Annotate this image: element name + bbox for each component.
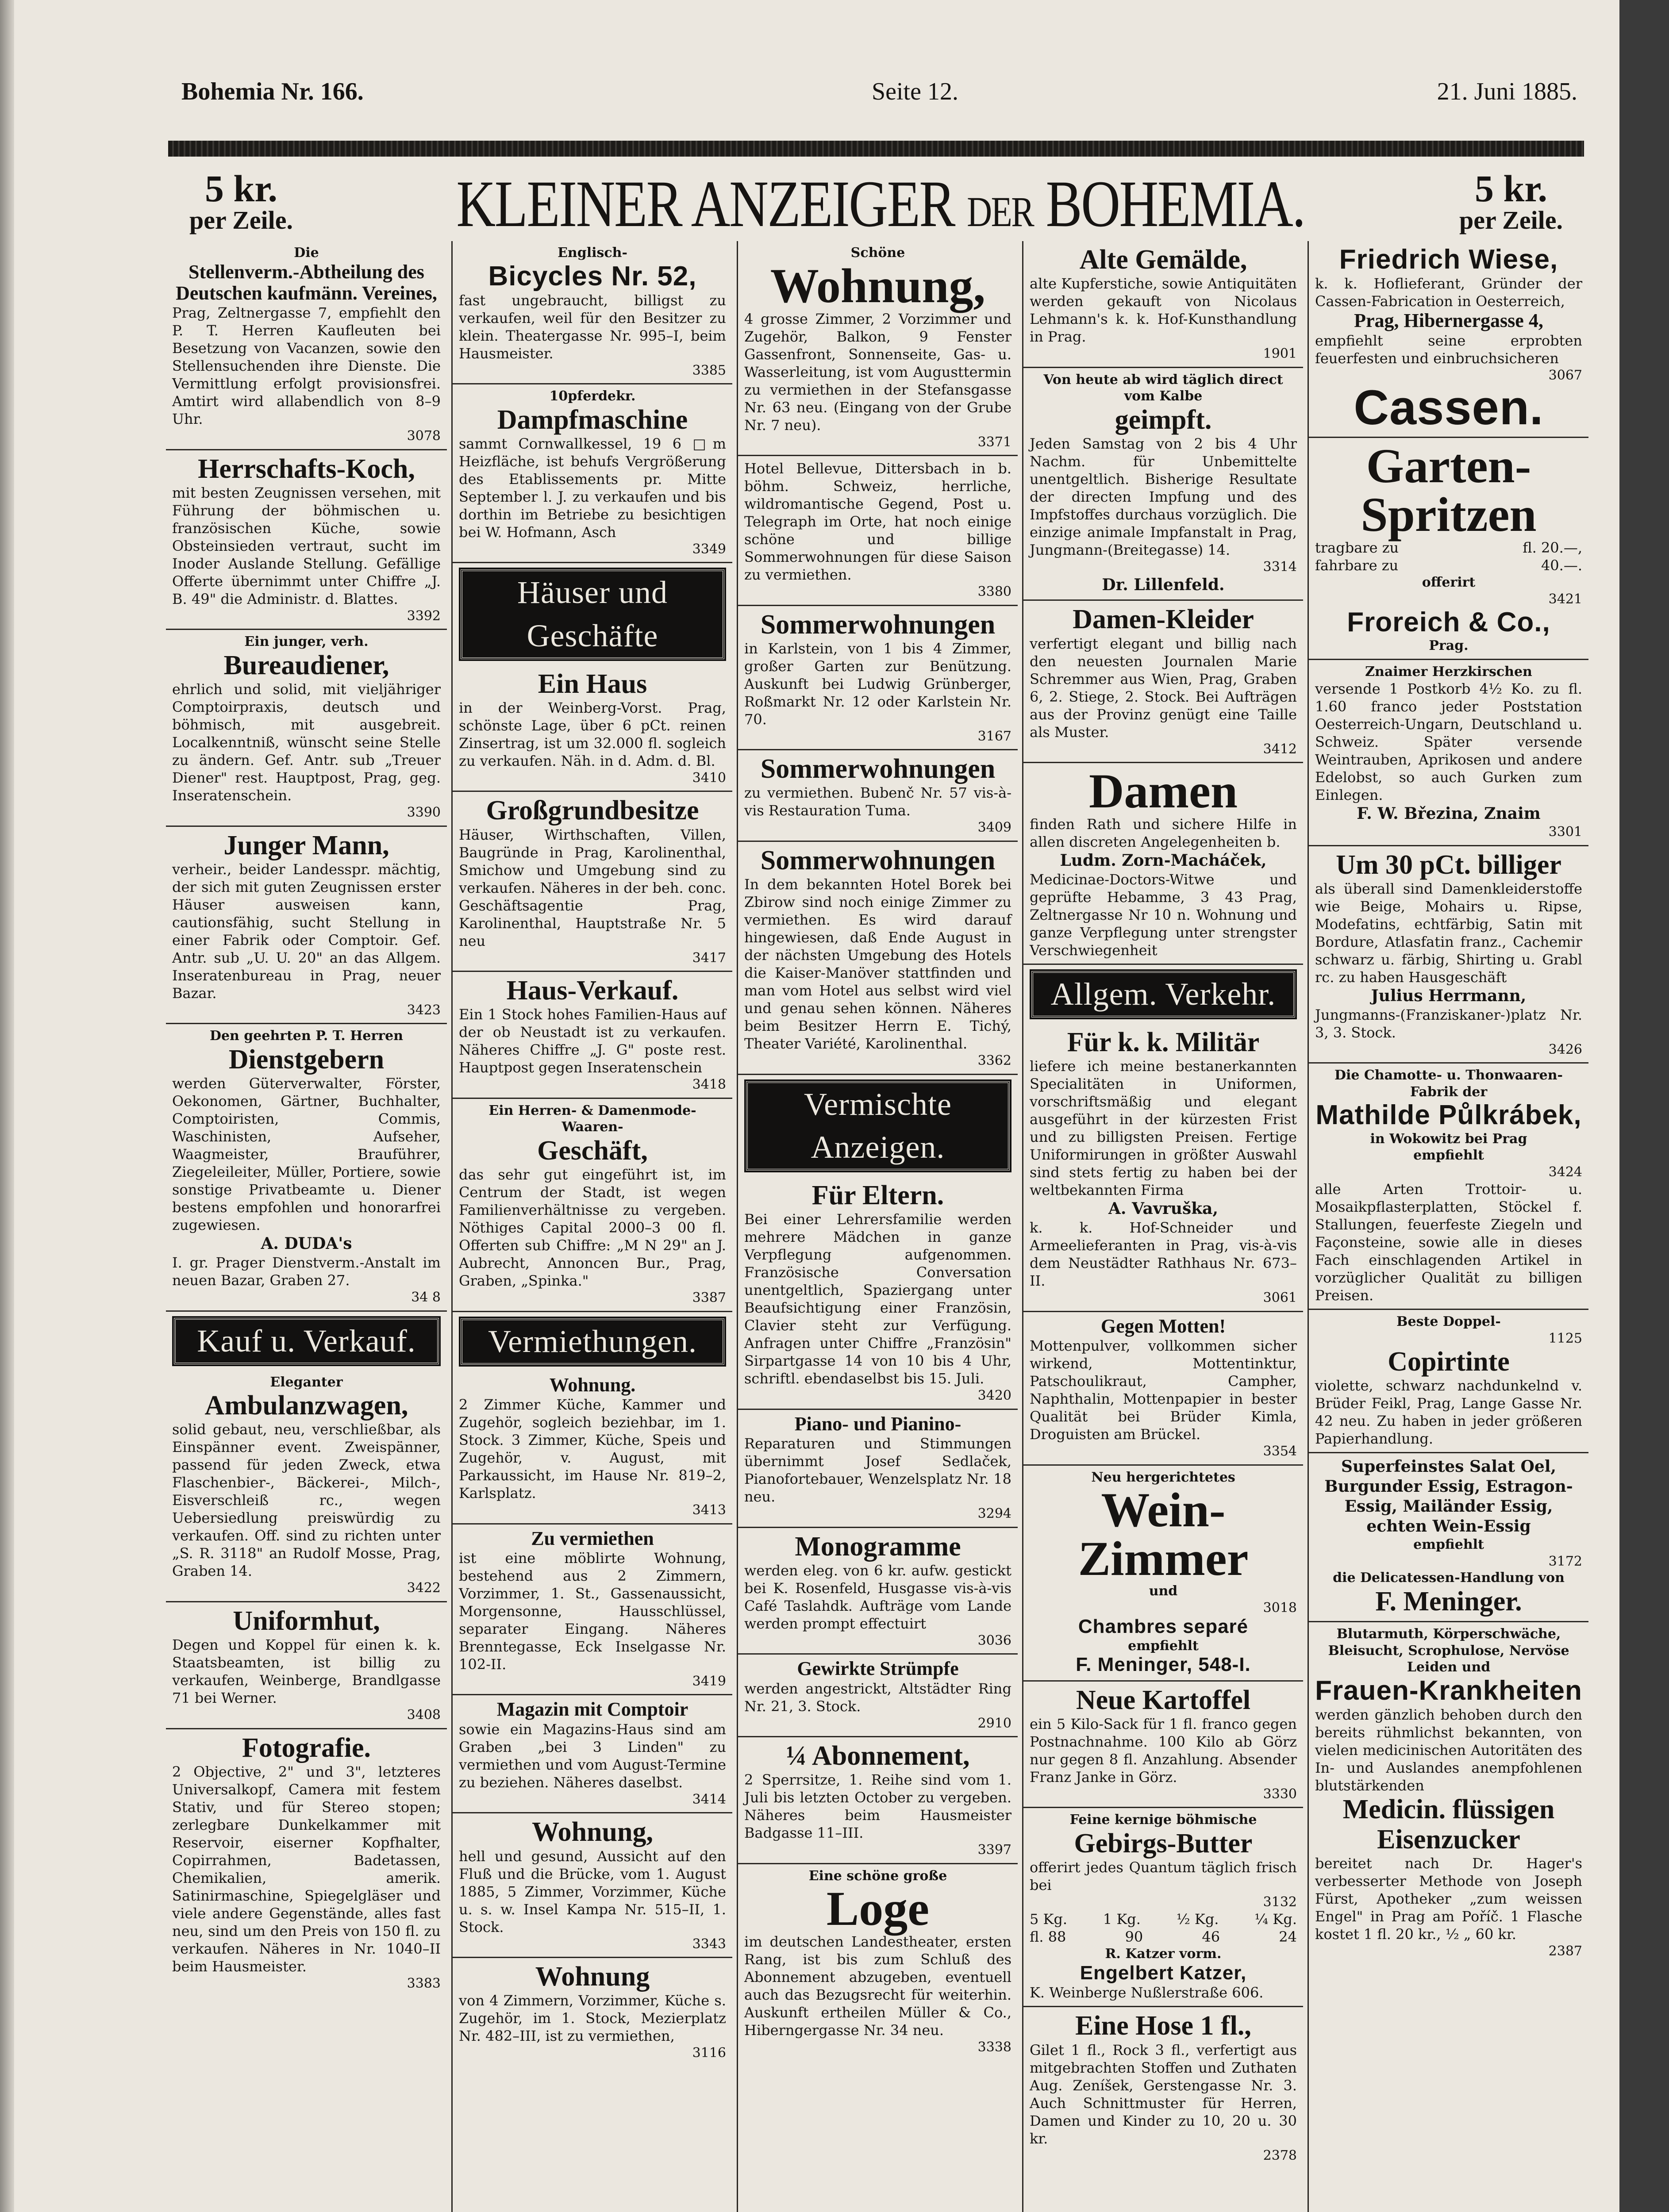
ad-sub: R. Katzer vorm. <box>1105 1946 1222 1962</box>
ad-kicker: Von heute ab wird täglich direct vom Kalbe <box>1043 372 1283 404</box>
masthead-banner <box>168 161 1584 239</box>
ad-headline: Stellenverm.-Abtheilung des Deutschen kaufmänn. Vereines, <box>176 261 437 304</box>
ad-body: Hotel Bellevue, Dittersbach in b. böhm. Schweiz, herrliche, wildromantische Gegend, Post u. Telegraph im Orte, hat noch einige schöne und billige Sommerwohnungen für diese Saison zu vermiethen. <box>744 460 1011 583</box>
ad-headline: Magazin mit Comptoir <box>496 1698 688 1720</box>
ad-kicker: Schöne <box>850 245 905 261</box>
ad-signer: A. DUDA's <box>261 1234 352 1253</box>
price-value: 24 <box>1279 1928 1297 1946</box>
ad-number: 3294 <box>977 1506 1011 1522</box>
ad-sub: empfiehlt <box>1413 1537 1484 1553</box>
ad-sommerwohnungen-bubenc <box>738 750 1018 842</box>
ad-grossgrundbesitze <box>453 792 732 972</box>
ad-30-pct-billiger <box>1309 846 1588 1064</box>
ad-number: 3418 <box>692 1077 726 1093</box>
ad-abonnement <box>738 1737 1018 1864</box>
ad-junger-mann <box>166 827 447 1025</box>
ad-schoene-wohnung <box>738 241 1018 456</box>
ad-body: Bei einer Lehrersfamilie werden mehrere Mädchen in ganze Verpflegung aufgenommen. Französische Conversation unentgeltlich, Spaziergang unter Beaufsichtigung einer Französin, Clavier steht zur Verfügung. Anfragen unter Chiffre „Französin" Sirpartgasse 14 von 10 bis 4 Uhr, schriftl. ebendaselbst bis 15. Juli. <box>744 1211 1011 1387</box>
ad-number: 3408 <box>407 1707 441 1723</box>
ad-body: Superfeinstes Salat Oel, Burgunder Essig, Estragon-Essig, Mailänder Essig, echten Wein-Essig <box>1324 1457 1573 1536</box>
price-unit: ¼ Kg. <box>1254 1911 1297 1928</box>
ad-footer: I. gr. Prager Dienstverm.-Anstalt im neuen Bazar, Graben 27. <box>172 1254 441 1289</box>
ad-ein-haus <box>453 665 732 792</box>
price-label: tragbare zu <box>1315 539 1399 557</box>
ad-number: 2378 <box>1263 2147 1297 2163</box>
ad-sub: in Wokowitz bei Prag <box>1370 1131 1527 1147</box>
ad-headline: Neue Kartoffel <box>1076 1685 1251 1715</box>
ad-bureaudiener <box>166 630 447 826</box>
ad-number: 3392 <box>407 608 441 624</box>
ad-headline: Herrschafts-Koch, <box>198 453 415 484</box>
ad-sub-2: empfiehlt <box>1413 1148 1484 1164</box>
ad-number: 3424 <box>1548 1164 1582 1180</box>
ad-body: werden eleg. von 6 kr. aufw. gestickt bei K. Rosenfeld, Husgasse vis-à-vis Café Taslahdk. Aufträge vom Lande werden prompt effectuirt <box>744 1562 1011 1632</box>
masthead-title <box>425 166 1336 242</box>
ad-number: 3397 <box>977 1842 1011 1858</box>
ad-fuer-eltern <box>738 1177 1018 1410</box>
ad-body: offerirt jedes Quantum täglich frisch bei <box>1030 1859 1297 1893</box>
ad-number: 3390 <box>407 805 441 821</box>
section-heading-kauf-verkauf: Kauf u. Verkauf. <box>174 1318 439 1364</box>
ad-headline: Ambulanzwagen, <box>204 1390 408 1421</box>
issue-date: 21. Juni 1885. <box>1437 78 1577 105</box>
ad-kicker: Eine schöne große <box>808 1868 947 1884</box>
ad-number: 3417 <box>692 950 726 966</box>
price-right <box>1438 169 1584 233</box>
ad-body: alle Arten Trottoir- u. Mosaikpflasterplatten, Stöckel f. Stallungen, feuerfeste Ziegeln und Façonsteine, sowie alle in dieses Fach einschlagenden Artikel in vorzüglicher Qualität zu billigen Preisen. <box>1315 1181 1582 1304</box>
ad-number: 3421 <box>1548 591 1582 607</box>
ad-number: 34 8 <box>411 1290 441 1306</box>
price-unit: 5 Kg. <box>1030 1911 1068 1928</box>
ad-wohnung-mezierplatz <box>453 1958 732 2066</box>
ad-neue-kartoffel <box>1023 1682 1303 1809</box>
ad-headline: geimpft. <box>1115 404 1212 435</box>
ad-body: verheir., beider Landesspr. mächtig, der sich mit guten Zeugnissen erster Häuser ausweisen kann, cautionsfähig, sucht Stellung in einer Fabrik oder Comptoir. Gef. Antr. sub „U. U. 20" an das Allgem. Inseratenbureau in Prag, neuer Bazar. <box>172 860 441 1002</box>
ad-kicker: Znaimer Herzkirschen <box>1365 664 1532 680</box>
ad-wohnung-karlsplatz <box>453 1371 732 1525</box>
ad-body: werden gänzlich behoben durch den bereits rühmlichst bekannten, von vielen medicinischen Autoritäten des In- und Auslandes anempfohlenen blutstärkenden <box>1315 1706 1582 1794</box>
price-units-row <box>1030 1910 1297 1928</box>
price-right-amount: 5 kr. <box>1474 167 1548 210</box>
ad-kicker: Den geehrten P. T. Herren <box>209 1028 404 1044</box>
ad-name: Engelbert Katzer, <box>1080 1962 1247 1984</box>
ad-number: 3422 <box>407 1580 441 1596</box>
ad-number: 3383 <box>407 1975 441 1991</box>
ad-body: violette, schwarz nachdunkelnd v. Brüder Feikl, Prag, Lange Gasse Nr. 42 neu. Zu haben in jeder größeren Papierhandlung. <box>1315 1377 1582 1448</box>
ad-body: liefere ich meine bestanerkannten Specialitäten in Uniformen, vorschriftsmäßig und elegant ausgeführt in der kürzesten Frist und zu billigsten Preisen. Fertige Uniformirungen in größter Auswahl sind stets fertig zu haben bei der weltbekannten Firma <box>1030 1058 1297 1199</box>
ad-body: Prag, Zeltnergasse 7, empfiehlt den P. T. Herren Kaufleuten bei Besetzung von Vacanzen, sowie den Stellensuchenden ihre Dienste. Die Vermittlung erfolgt provisionsfrei. Amtirt wird allabendlich von 8–9 Uhr. <box>172 304 441 428</box>
ad-body: k. k. Hoflieferant, Gründer der Cassen-Fabrication in Oesterreich, <box>1315 275 1582 310</box>
column-3 <box>737 241 1018 2212</box>
ad-ambulanzwagen <box>166 1371 447 1602</box>
ad-gegen-motten <box>1023 1312 1303 1466</box>
ad-footer: Jungmanns-(Franziskaner-)platz Nr. 3, 3. Stock. <box>1315 1006 1582 1041</box>
ad-number: 3371 <box>977 434 1011 450</box>
ad-body: 2 Sperrsitze, 1. Reihe sind vom 1. Juli bis letzten October zu vergeben. Näheres beim Hausmeister Badgasse 11–III. <box>744 1771 1011 1842</box>
ad-sub: offerirt <box>1422 575 1476 591</box>
price-value: 40.—. <box>1541 557 1582 574</box>
ad-headline: Monogramme <box>795 1531 961 1562</box>
ad-mode-geschaeft <box>453 1099 732 1312</box>
ad-headline: Für Eltern. <box>811 1180 944 1210</box>
ad-number: 3018 <box>1263 1600 1297 1616</box>
ad-body: in der Weinberg-Vorst. Prag, schönste Lage, über 6 pCt. reinen Zinsertrag, ist um 32.000 fl. sogleich zu verkaufen. Näh. in d. Adm. d. Bl. <box>459 699 726 769</box>
ad-headline: Haus-Verkauf. <box>506 975 679 1006</box>
ad-number: 3078 <box>407 428 441 444</box>
ad-number: 3419 <box>692 1673 726 1689</box>
ad-address: Prag, Hibernergasse 4, <box>1354 310 1543 332</box>
ad-headline: Piano- und Pianino- <box>794 1413 961 1435</box>
ad-body: ein 5 Kilo-Sack für 1 fl. franco gegen Postnachnahme. 100 Kilo ab Görz nur gegen 8 fl. Anzahlung. Absender Franz Janke in Görz. <box>1030 1715 1297 1786</box>
ad-kicker: Englisch- <box>558 245 627 261</box>
ad-body: Ein 1 Stock hohes Familien-Haus auf der ob Neustadt ist zu verkaufen. Näheres Chiffre „J. G" poste rest. Hauptpost gegen Inseratenschein <box>459 1006 726 1076</box>
ad-number: 3387 <box>692 1290 726 1306</box>
ad-name: F. Meninger. <box>1375 1586 1522 1617</box>
ad-headline: Bureaudiener, <box>223 650 389 680</box>
ad-headline: Um 30 pCt. billiger <box>1336 849 1561 880</box>
ad-number: 3172 <box>1548 1553 1582 1569</box>
ad-number: 1125 <box>1548 1330 1582 1346</box>
ad-number: 2387 <box>1548 1943 1582 1959</box>
ad-impfung <box>1023 368 1303 601</box>
ad-hotel-bellevue <box>738 456 1018 606</box>
ad-body-2: bereitet nach Dr. Hager's verbesserter Methode von Joseph Fürst, Apotheker „zum weissen Engel" in Prag am Poříč. 1 Flasche kostet 1 fl. 20 kr., ½ „ 60 kr. <box>1315 1855 1582 1943</box>
ad-number: 3343 <box>692 1936 726 1952</box>
ad-headline: Alte Gemälde, <box>1079 245 1247 275</box>
ad-headline: Sommerwohnungen <box>760 754 996 784</box>
ad-headline: Eine Hose 1 fl., <box>1075 2011 1251 2041</box>
ad-headline: Wohnung. <box>549 1374 636 1396</box>
ad-garten-spritzen <box>1309 438 1588 660</box>
ad-body: Degen und Koppel für einen k. k. Staatsbeamten, ist billig zu verkaufen, Weinberge, Brandlgasse 71 bei Werner. <box>172 1636 441 1707</box>
ad-body: Jeden Samstag von 2 bis 4 Uhr Nachm. für Unbemittelte unentgeltlich. Bisherige Resultate der directen Impfung und des Impfstoffes durchaus vorzüglich. Die einzige animale Impfanstalt in Prag, Jungmann-(Breitegasse) 14. <box>1030 435 1297 558</box>
ad-footer: Prag. <box>1429 638 1469 654</box>
ad-footer: k. k. Hof-Schneider und Armeelieferanten in Prag, vis-à-vis dem Neustädter Rathhaus Nr. 673–II. <box>1030 1219 1297 1290</box>
ad-name: Froreich & Co., <box>1347 607 1550 638</box>
ad-headline: Sommerwohnungen <box>760 609 996 640</box>
ad-number: 3314 <box>1263 559 1297 575</box>
column-1 <box>166 241 447 2212</box>
ad-number: 3301 <box>1548 824 1582 840</box>
ad-number: 3036 <box>977 1632 1011 1648</box>
ad-number: 3116 <box>692 2045 726 2061</box>
price-unit: 1 Kg. <box>1103 1911 1141 1928</box>
ad-number: 3412 <box>1263 741 1297 757</box>
ad-headline: Friedrich Wiese, <box>1339 244 1558 275</box>
ad-body: versende 1 Postkorb 4½ Ko. zu fl. 1.60 franco jeder Poststation Oesterreich-Ungarn, Deutschland u. Schweiz. Später versende Weintrauben, Aprikosen und andere Edelobst, so auch Gurken zum Einlegen. <box>1315 680 1582 804</box>
ad-stellenvermittlung <box>166 241 447 450</box>
ad-headline: Garten- <box>1366 439 1531 493</box>
price-row-tragbare <box>1315 539 1582 557</box>
ad-headline: Fotografie. <box>242 1732 371 1763</box>
ad-number: 3362 <box>977 1053 1011 1069</box>
ad-headline-2: Spritzen <box>1361 488 1537 542</box>
ad-headline: Gewirkte Strümpfe <box>797 1658 959 1680</box>
masthead-title-der: DER <box>967 188 1034 235</box>
ad-kicker: Ein Herren- & Damenmode-Waaren- <box>488 1102 696 1135</box>
ad-name: Julius Herrmann, <box>1371 986 1527 1005</box>
ad-copirtinte <box>1309 1310 1588 1453</box>
ad-name: Ludm. Zorn-Macháček, <box>1060 851 1267 870</box>
ad-body: fast ungebraucht, billigst zu verkaufen, weil für den Besitzer zu klein. Theatergasse Nr. 995–I, beim Hausmeister. <box>459 292 726 362</box>
ad-gewirkte-struempfe <box>738 1655 1018 1737</box>
ad-headline: Wohnung <box>535 1962 650 1992</box>
ad-zu-vermiethen <box>453 1525 732 1696</box>
ad-haus-verkauf <box>453 972 732 1099</box>
page-header <box>181 77 1577 108</box>
ad-wein-zimmer <box>1023 1466 1303 1682</box>
ad-headline: Großgrundbesitze <box>486 795 699 826</box>
price-left-amount: 5 kr. <box>204 167 278 210</box>
section-heading-vermischte-anzeigen: Vermischte Anzeigen. <box>746 1081 1010 1171</box>
price-left-unit: per Zeile. <box>189 206 293 234</box>
ad-number: 2910 <box>977 1715 1011 1731</box>
issue-number: Bohemia Nr. 166. <box>181 78 364 105</box>
ad-body: ehrlich und solid, mit vieljähriger Comptoirpraxis, deutsch und böhmisch, mit ausgebreit. Localkenntniß, wünscht seine Stelle zu ändern. Gef. Antr. sub „Treuer Diener" rest. Hauptpost, Prag, geg. Inseratenschein. <box>172 681 441 804</box>
ad-chamotte-fabrik <box>1309 1064 1588 1310</box>
ad-number: 3426 <box>1548 1041 1582 1057</box>
ad-number: 3349 <box>692 541 726 557</box>
section-heading-allgem-verkehr: Allgem. Verkehr. <box>1031 971 1295 1018</box>
ad-footer: K. Weinberge Nußlerstraße 606. <box>1030 1984 1264 2001</box>
ad-damen-hebamme <box>1023 763 1303 965</box>
ad-wohnung-kampa <box>453 1813 732 1958</box>
price-value: 90 <box>1125 1928 1143 1946</box>
price-value: fl. 88 <box>1030 1928 1066 1946</box>
ad-headline: Frauen-Krankheiten <box>1315 1675 1582 1706</box>
ad-sommerwohnungen-borek <box>738 842 1018 1075</box>
ad-body: in Karlstein, von 1 bis 4 Zimmer, großer Garten zur Benützung. Auskunft bei Ludwig Grünberger, Roßmarkt Nr. 12 oder Karlstein Nr. 70. <box>744 640 1011 728</box>
ad-number: 3380 <box>977 584 1011 599</box>
masthead-title-b: BOHEMIA. <box>1046 167 1305 241</box>
ad-sommerwohnungen-karlstein <box>738 606 1018 751</box>
ad-militaer-uniformen <box>1023 1024 1303 1312</box>
ad-body: Häuser, Wirthschaften, Villen, Baugründe in Prag, Karolinenthal, Smichow und Umgebung sind zu verkaufen. Näheres in der beh. conc. Geschäftsagentie Prag, Karolinenthal, Hauptstraße Nr. 5 neu <box>459 826 726 949</box>
ad-number: 3067 <box>1548 367 1582 383</box>
ad-bicycles <box>453 241 732 384</box>
ad-gebirgs-butter <box>1023 1808 1303 2007</box>
ad-headline: Copirtinte <box>1388 1347 1510 1377</box>
ad-signer: Dr. Lillenfeld. <box>1102 576 1225 595</box>
ad-headline: Mathilde Půlkrábek, <box>1315 1100 1582 1131</box>
ad-znaimer-herzkirschen <box>1309 660 1588 846</box>
ad-headline: Damen <box>1088 764 1238 818</box>
ad-number: 3414 <box>692 1791 726 1807</box>
header-rule <box>168 141 1584 157</box>
ad-number: 3061 <box>1263 1290 1297 1306</box>
column-4 <box>1022 241 1303 2212</box>
ad-columns <box>166 241 1588 2212</box>
ad-headline: Gegen Motten! <box>1100 1315 1226 1337</box>
ad-big-word: Cassen. <box>1354 380 1544 435</box>
ad-number: 3385 <box>692 362 726 378</box>
ad-headline: Wohnung, <box>531 1817 653 1847</box>
price-value: 46 <box>1202 1928 1220 1946</box>
price-values-row <box>1030 1928 1297 1946</box>
ad-number: 3410 <box>692 770 726 786</box>
ad-headline: Wohnung, <box>770 258 986 313</box>
ad-number: 3338 <box>977 2039 1011 2055</box>
ad-body: werden Güterverwalter, Förster, Oekonomen, Gärtner, Buchhalter, Comptoiristen, Commis, Waschinisten, Aufseher, Waagmeister, Brauführer, Ziegeleileiter, Müller, Portiere, sowie sonstige Privatbeamte u. Diener bestens empfohlen und honorarfrei zugewiesen. <box>172 1075 441 1234</box>
ad-monogramme <box>738 1528 1018 1655</box>
ad-body: alte Kupferstiche, sowie Antiquitäten werden gekauft von Nicolaus Lehmann's k. k. Hof-Kunsthandlung in Prag. <box>1030 275 1297 346</box>
ad-headline: Loge <box>826 1882 930 1936</box>
ad-body: werden angestrickt, Altstädter Ring Nr. 21, 3. Stock. <box>744 1680 1011 1715</box>
ad-dienstgebern <box>166 1024 447 1311</box>
ad-number: 3413 <box>692 1502 726 1518</box>
ad-name: F. Meninger, 548-I. <box>1076 1654 1251 1676</box>
ad-headline: Dampfmaschine <box>497 404 688 435</box>
ad-conjunction: und <box>1149 1583 1178 1599</box>
ad-body: 2 Objective, 2" und 3", letzteres Universalkopf, Camera mit festem Stativ, und für Stereo stopen; zerlegbare Dunkelkammer mit Reservoir, eiserner Kopfhalter, Copirrahmen, Badetassen, Chemikalien, amerik. Satinirmaschine, Spiegelgläser und viele andere Gegenstände, alles fast neu, sind um den Preis von 150 fl. zu verkaufen. Näheres in Nr. 1040–II beim Hausmeister. <box>172 1763 441 1975</box>
ad-headline-2: Medicin. flüssigen Eisenzucker <box>1342 1794 1555 1855</box>
ad-headline: Zu vermiethen <box>531 1527 654 1549</box>
ad-eine-hose <box>1023 2007 1303 2168</box>
ad-body: verfertigt elegant und billig nach den neuesten Journalen Marie Schremmer aus Wien, Prag, Graben 6, 2. Stiege, 2. Stock. Bei Aufträgen aus der Provinz genügt eine Taille als Muster. <box>1030 635 1297 741</box>
ad-body: In dem bekannten Hotel Borek bei Zbirow sind noch einige Zimmer zu vermiethen. Es wird darauf hingewiesen, daß Ende August in der nächsten Umgebung des Hotels die Kaiser-Manöver stattfinden und man vom Hotel aus selbst wird viel und genau sehen können. Näheres beim Besitzer Herrn E. Tichý, Theater Variété, Karolinenthal. <box>744 876 1011 1052</box>
ad-alte-gemaelde <box>1023 241 1303 368</box>
ad-body: 2 Zimmer Küche, Kammer und Zugehör, sogleich beziehbar, im 1. Stock. 3 Zimmer, Küche, Speis und Zugehör, v. August, mit Parkaussicht, im Hause Nr. 819–2, Karlsplatz. <box>459 1396 726 1502</box>
ad-body: solid gebaut, neu, verschließbar, als Einspänner event. Zweispänner, passend für jeden Zweck, etwa Flaschenbier-, Bäckerei-, Milch-, Eisverschleiß rc., wegen Uebersiedlung preiswürdig zu verkaufen. Off. sind zu richten unter „S. R. 3118" an Rudolf Mosse, Prag, Graben 14. <box>172 1421 441 1580</box>
ad-headline: Dienstgebern <box>228 1044 385 1075</box>
ad-body: finden Rath und sichere Hilfe in allen discreten Angelegenheiten b. <box>1030 816 1297 851</box>
ad-headline: Ein Haus <box>538 668 647 699</box>
ad-kicker: Blutarmuth, Körperschwäche, Bleisucht, Scrophulose, Nervöse Leiden und <box>1328 1626 1569 1675</box>
ad-herrschafts-koch <box>166 450 447 630</box>
ad-kicker: 10pferdekr. <box>549 388 636 404</box>
price-unit: ½ Kg. <box>1176 1911 1219 1928</box>
ad-headline: Junger Mann, <box>223 830 389 860</box>
ad-piano-reparaturen <box>738 1410 1018 1528</box>
page-number: Seite 12. <box>872 78 958 105</box>
ad-body-2: empfiehlt seine erprobten feuerfesten und einbruchsicheren <box>1315 332 1582 367</box>
ad-headline: Damen-Kleider <box>1073 604 1254 635</box>
ad-headline: ¼ Abonnement, <box>786 1741 970 1771</box>
ad-headline: Für k. k. Militär <box>1067 1027 1260 1058</box>
ad-body: Reparaturen und Stimmungen übernimmt Josef Sedlaček, Pianofortebauer, Wenzelsplatz Nr. 18 neu. <box>744 1435 1011 1505</box>
ad-dampfmaschine <box>453 384 732 563</box>
ad-body: mit besten Zeugnissen versehen, mit Führung der böhmischen u. französischen Küche, sowie Obsteinsieden vertraut, sucht im Inoder Auslande Stellung. Gefällige Offerte übernimmt unter Chiffre „J. B. 49" die Administr. d. Blattes. <box>172 484 441 607</box>
price-right-unit: per Zeile. <box>1459 206 1563 234</box>
ad-loge <box>738 1864 1018 2060</box>
ad-body: als überall sind Damenkleiderstoffe wie Beige, Mohairs u. Ripse, Modefatins, echtfärbig, Satin mit Bordure, Atlasfatin franz., Cachemir schwarz u. färbig, Shirting u. Grabl rc. zu haben Hausgeschäft <box>1315 880 1582 986</box>
ad-number: 3167 <box>977 728 1011 744</box>
ad-delicatessen <box>1309 1453 1588 1622</box>
ad-body: 4 grosse Zimmer, 2 Vorzimmer und Zugehör, Balkon, 9 Fenster Gassenfront, Sonnenseite, Gas- u. Wasserleitung, ist vom Augusttermin zu vermiethen in der Stefansgasse Nr. 63 neu. (Eingang von der Grube Nr. 7 neu). <box>744 310 1011 434</box>
ad-number: 1901 <box>1263 346 1297 362</box>
ad-body: hell und gesund, Aussicht auf den Fluß und die Brücke, vom 1. August 1885, 5 Zimmer, Vorzimmer, Küche u. s. w. Insel Kampa Nr. 515–II, 1. Stock. <box>459 1847 726 1936</box>
ad-kicker: Die <box>294 245 319 261</box>
price-value: fl. 20.—, <box>1523 539 1582 557</box>
ad-body: im deutschen Landestheater, ersten Rang, ist bis zum Schluß des Abonnement abzugeben, eventuell auch das Bezugsrecht für weiterhin. Auskunft ertheilen Müller & Co., Hiberngergasse Nr. 34 neu. <box>744 1933 1011 2039</box>
ad-number: 3330 <box>1263 1786 1297 1802</box>
ad-body: Mottenpulver, vollkommen sicher wirkend, Mottentinktur, Patschoulikraut, Campher, Naphthalin, Mottenpapier in bester Qualität bei Brüder Kimla, Droguisten am Brückel. <box>1030 1337 1297 1443</box>
ad-number: 3409 <box>977 820 1011 836</box>
ad-kicker: Die Chamotte- u. Thonwaaren-Fabrik der <box>1334 1068 1563 1100</box>
masthead-title-a: KLEINER ANZEIGER <box>456 167 954 241</box>
ad-friedrich-wiese <box>1309 241 1588 438</box>
ad-headline: Gebirgs-Butter <box>1074 1828 1253 1859</box>
ad-uniformhut <box>166 1602 447 1729</box>
ad-headline: Geschäft, <box>537 1135 648 1166</box>
price-left <box>168 169 314 233</box>
ad-body: ist eine möblirte Wohnung, bestehend aus 2 Zimmern, Vorzimmer, 1. St., Gassenaussicht, Morgensonne, Hausschlüssel, separater Eingang. Näheres Brenntegasse, Eck Inselgasse Nr. 102-II. <box>459 1549 726 1673</box>
price-row-fahrbare <box>1315 557 1582 574</box>
ad-kicker: Feine kernige böhmische <box>1069 1812 1257 1828</box>
ad-body: sammt Cornwallkessel, 19 6 □m Heizfläche, ist behufs Vergrößerung des Etablissements pr. Mitte September l. J. zu verkaufen und bis dorthin im Betriebe zu besichtigen bei W. Hofmann, Asch <box>459 435 726 541</box>
price-label: fahrbare zu <box>1315 557 1399 574</box>
ad-name: F. W. Březina, Znaim <box>1357 804 1541 823</box>
column-2 <box>451 241 732 2212</box>
ad-headline: Uniformhut, <box>233 1605 380 1636</box>
section-heading-haeuser-geschaefte: Häuser und Geschäfte <box>461 569 724 659</box>
ad-body: zu vermiethen. Bubenč Nr. 57 vis-à-vis Restauration Tuma. <box>744 784 1011 819</box>
ad-number: 3132 <box>1263 1894 1297 1910</box>
ad-eisenzucker <box>1309 1622 1588 1964</box>
ad-kicker: Beste Doppel- <box>1396 1314 1501 1330</box>
column-5 <box>1308 241 1588 2212</box>
ad-body: von 4 Zimmern, Vorzimmer, Küche s. Zugehör, im 1. Stock, Mezierplatz Nr. 482–III, ist zu vermiethen, <box>459 1992 726 2045</box>
ad-name: A. Vavruška, <box>1108 1199 1219 1218</box>
ad-headline: Bicycles Nr. 52, <box>488 261 697 292</box>
ad-headline: Sommerwohnungen <box>760 845 996 876</box>
ad-kicker: Neu hergerichtetes <box>1091 1469 1235 1485</box>
ad-kicker: Eleganter <box>270 1374 343 1390</box>
ad-body: sowie ein Magazins-Haus sind am Graben „bei 3 Linden" zu vermiethen und vom August-Termine zu beziehen. Näheres daselbst. <box>459 1720 726 1791</box>
ad-subheadline: Chambres separé <box>1078 1616 1249 1638</box>
ad-number: 3354 <box>1263 1444 1297 1459</box>
ad-magazin-comptoir <box>453 1695 732 1813</box>
ad-body: Gilet 1 fl., Rock 3 fl., verfertigt aus mitgebrachten Stoffen und Zuthaten Aug. Zeníšek, Gerstengasse Nr. 3. Auch Schnittmuster für Herren, Damen und Kinder zu 10, 20 u. 30 kr. <box>1030 2041 1297 2147</box>
ad-number: 3423 <box>407 1002 441 1018</box>
ad-headline: Wein-Zimmer <box>1078 1483 1249 1586</box>
ad-number: 3420 <box>977 1388 1011 1404</box>
ad-body: das sehr gut eingeführt ist, im Centrum der Stadt, ist wegen Familienverhältnisse zu vergeben. Nöthiges Capital 2000–3 00 fl. Offerten sub Chiffre: „M N 29" an J. Aubrecht, Annoncen Bur., Prag, Graben, „Spinka." <box>459 1166 726 1289</box>
ad-body-2: Medicinae-Doctors-Witwe und geprüfte Hebamme, 3 43 Prag, Zeltnergasse Nr 10 n. Wohnung und ganze Verpflegung unter strengster Verschwiegenheit <box>1030 871 1297 959</box>
ad-footer: die Delicatessen-Handlung von <box>1333 1570 1565 1586</box>
ad-fotografie <box>166 1729 447 1997</box>
ad-damen-kleider <box>1023 601 1303 763</box>
ad-kicker: Ein junger, verh. <box>244 634 369 650</box>
ad-sub-2: empfiehlt <box>1128 1638 1199 1654</box>
section-heading-vermiethungen: Vermiethungen. <box>461 1318 724 1365</box>
